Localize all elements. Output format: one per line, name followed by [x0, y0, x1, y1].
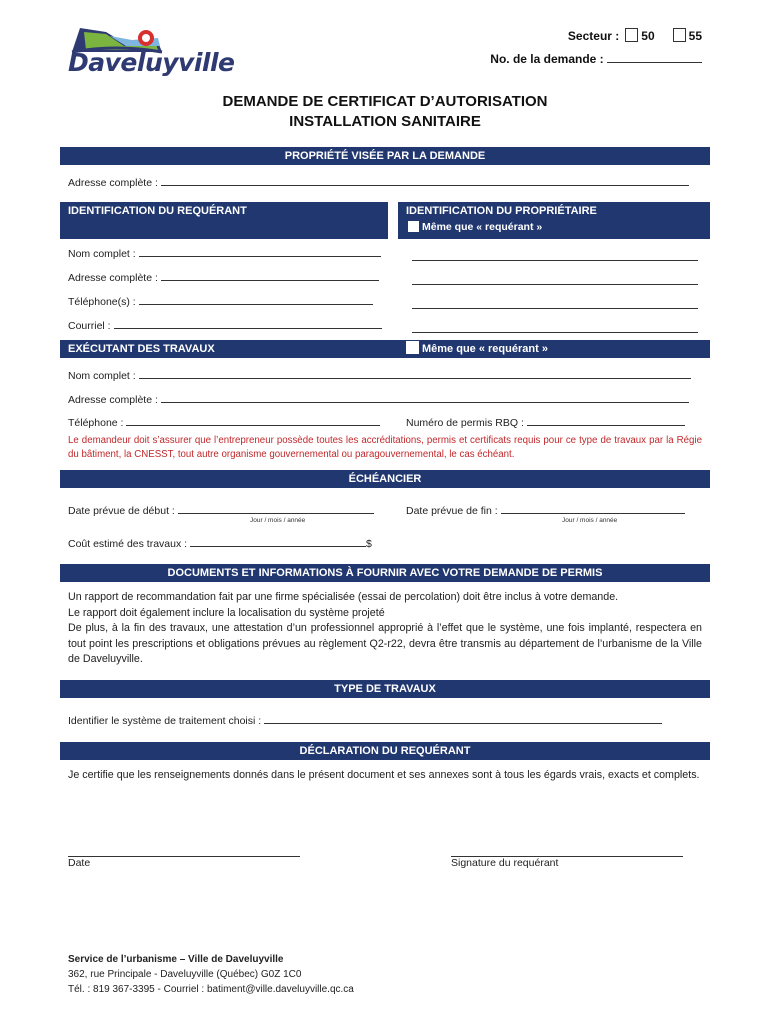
executant-nom-field[interactable]	[139, 368, 691, 379]
executant-rbq-field[interactable]	[527, 415, 685, 426]
executant-adresse-label: Adresse complète :	[68, 394, 158, 406]
debut-row	[68, 503, 374, 517]
section-proprietaire	[398, 202, 710, 239]
executant-same-row	[406, 340, 548, 358]
secteur-row	[490, 28, 702, 43]
requerant-courriel-label: Courriel :	[68, 320, 111, 332]
declaration-text: Je certifie que les renseignements donnés dans le présent document et ses annexes sont à tous les égards vrais, exacts et complets.	[68, 769, 700, 781]
logo	[66, 22, 235, 84]
section-type: TYPE DE TRAVAUX	[60, 680, 710, 698]
signature-field[interactable]	[451, 846, 683, 857]
executant-adresse-field[interactable]	[161, 392, 689, 403]
executant-same-label: Même que « requérant »	[422, 343, 548, 355]
secteur-50-label: 50	[641, 29, 655, 43]
demande-label: No. de la demande :	[490, 52, 604, 66]
requerant-nom-label: Nom complet :	[68, 248, 136, 260]
fin-field[interactable]	[501, 503, 685, 514]
debut-format-hint: Jour / mois / année	[250, 517, 306, 524]
secteur-55-label: 55	[688, 29, 702, 43]
documents-p1: Un rapport de recommandation fait par une firme spécialisée (essai de percolation) doit être inclus à votre demande.	[68, 591, 619, 603]
executant-telephone-label: Téléphone :	[68, 417, 124, 429]
contractor-notice: Le demandeur doit s’assurer que l’entrepreneur possède toutes les accréditations, permis et certificats requis pour ce type de travaux par la Régie du bâtiment, la CNESST, tout autre organisme gouvernemental ou paragouvernemental, le cas échéant.	[68, 435, 702, 460]
documents-p3: De plus, à la fin des travaux, une attestation d’un professionnel approprié à l’effet que le système, une fois implanté, respectera en tout point les prescriptions et obligations prévues au règlement Q2-r22, devra être transmis au département de l’urbanisme de la Ville de Daveluyville.	[68, 622, 702, 665]
fin-label: Date prévue de fin :	[406, 505, 498, 517]
proprietaire-adresse-field[interactable]	[412, 274, 698, 285]
footer	[68, 952, 354, 997]
propriete-adresse-row	[68, 175, 689, 189]
requerant-telephone-label: Téléphone(s) :	[68, 296, 136, 308]
page-title	[0, 92, 770, 132]
section-requerant	[60, 202, 388, 239]
requerant-nom-field[interactable]	[139, 246, 381, 257]
requerant-courriel-field[interactable]	[114, 318, 382, 329]
demande-field[interactable]	[607, 52, 702, 63]
proprietaire-same-row	[408, 221, 542, 233]
cout-row	[68, 536, 372, 550]
executant-rbq-row	[406, 415, 685, 429]
debut-label: Date prévue de début :	[68, 505, 175, 517]
requerant-adresse-row	[68, 270, 379, 284]
secteur-50-checkbox[interactable]	[625, 28, 638, 42]
propriete-adresse-field[interactable]	[161, 175, 689, 186]
cout-currency: $	[365, 538, 372, 550]
documents-text	[68, 590, 702, 668]
executant-nom-row	[68, 368, 691, 382]
proprietaire-same-checkbox[interactable]	[408, 221, 419, 232]
executant-nom-label: Nom complet :	[68, 370, 136, 382]
systeme-row	[68, 713, 662, 727]
section-echeancier: ÉCHÉANCIER	[60, 470, 710, 488]
title-line1: DEMANDE DE CERTIFICAT D’AUTORISATION	[222, 93, 548, 110]
logo-text: Daveluyville	[68, 48, 235, 77]
requerant-adresse-field[interactable]	[161, 270, 379, 281]
demande-row	[490, 52, 702, 66]
proprietaire-telephone-field[interactable]	[412, 298, 698, 309]
propriete-adresse-label: Adresse complète :	[68, 177, 158, 189]
fin-format-hint: Jour / mois / année	[562, 517, 618, 524]
fin-row	[406, 503, 685, 517]
header-fields	[490, 28, 702, 75]
requerant-nom-row	[68, 246, 381, 260]
cout-field[interactable]	[190, 536, 366, 547]
debut-field[interactable]	[178, 503, 374, 514]
section-documents: DOCUMENTS ET INFORMATIONS À FOURNIR AVEC VOTRE DEMANDE DE PERMIS	[60, 564, 710, 582]
proprietaire-nom-field[interactable]	[412, 250, 698, 261]
footer-service: Service de l’urbanisme – Ville de Daveluyville	[68, 954, 284, 965]
executant-adresse-row	[68, 392, 689, 406]
requerant-courriel-row	[68, 318, 382, 332]
executant-telephone-field[interactable]	[126, 415, 380, 426]
footer-contact: Tél. : 819 367-3395 - Courriel : batiment@ville.daveluyville.qc.ca	[68, 984, 354, 995]
date-field[interactable]	[68, 846, 300, 857]
proprietaire-courriel-field[interactable]	[412, 322, 698, 333]
executant-heading: EXÉCUTANT DES TRAVAUX	[68, 343, 215, 355]
systeme-field[interactable]	[264, 713, 662, 724]
footer-address: 362, rue Principale - Daveluyville (Québec) G0Z 1C0	[68, 969, 302, 980]
documents-p2: Le rapport doit également inclure la localisation du système projeté	[68, 606, 385, 619]
date-label: Date	[68, 857, 91, 869]
systeme-label: Identifier le système de traitement choisi :	[68, 715, 262, 727]
requerant-telephone-field[interactable]	[139, 294, 373, 305]
section-declaration: DÉCLARATION DU REQUÉRANT	[60, 742, 710, 760]
executant-telephone-row	[68, 415, 380, 429]
secteur-55-checkbox[interactable]	[673, 28, 686, 42]
requerant-heading: IDENTIFICATION DU REQUÉRANT	[68, 205, 247, 217]
secteur-label: Secteur :	[567, 29, 620, 43]
executant-same-checkbox[interactable]	[406, 341, 419, 354]
title-line2: INSTALLATION SANITAIRE	[289, 113, 481, 130]
executant-rbq-label: Numéro de permis RBQ :	[406, 417, 524, 429]
cout-label: Coût estimé des travaux :	[68, 538, 188, 550]
proprietaire-heading: IDENTIFICATION DU PROPRIÉTAIRE	[406, 205, 597, 217]
requerant-telephone-row	[68, 294, 373, 308]
signature-label: Signature du requérant	[451, 857, 559, 869]
section-propriete: PROPRIÉTÉ VISÉE PAR LA DEMANDE	[60, 147, 710, 165]
requerant-adresse-label: Adresse complète :	[68, 272, 158, 284]
proprietaire-same-label: Même que « requérant »	[422, 221, 543, 233]
section-executant	[60, 340, 710, 358]
